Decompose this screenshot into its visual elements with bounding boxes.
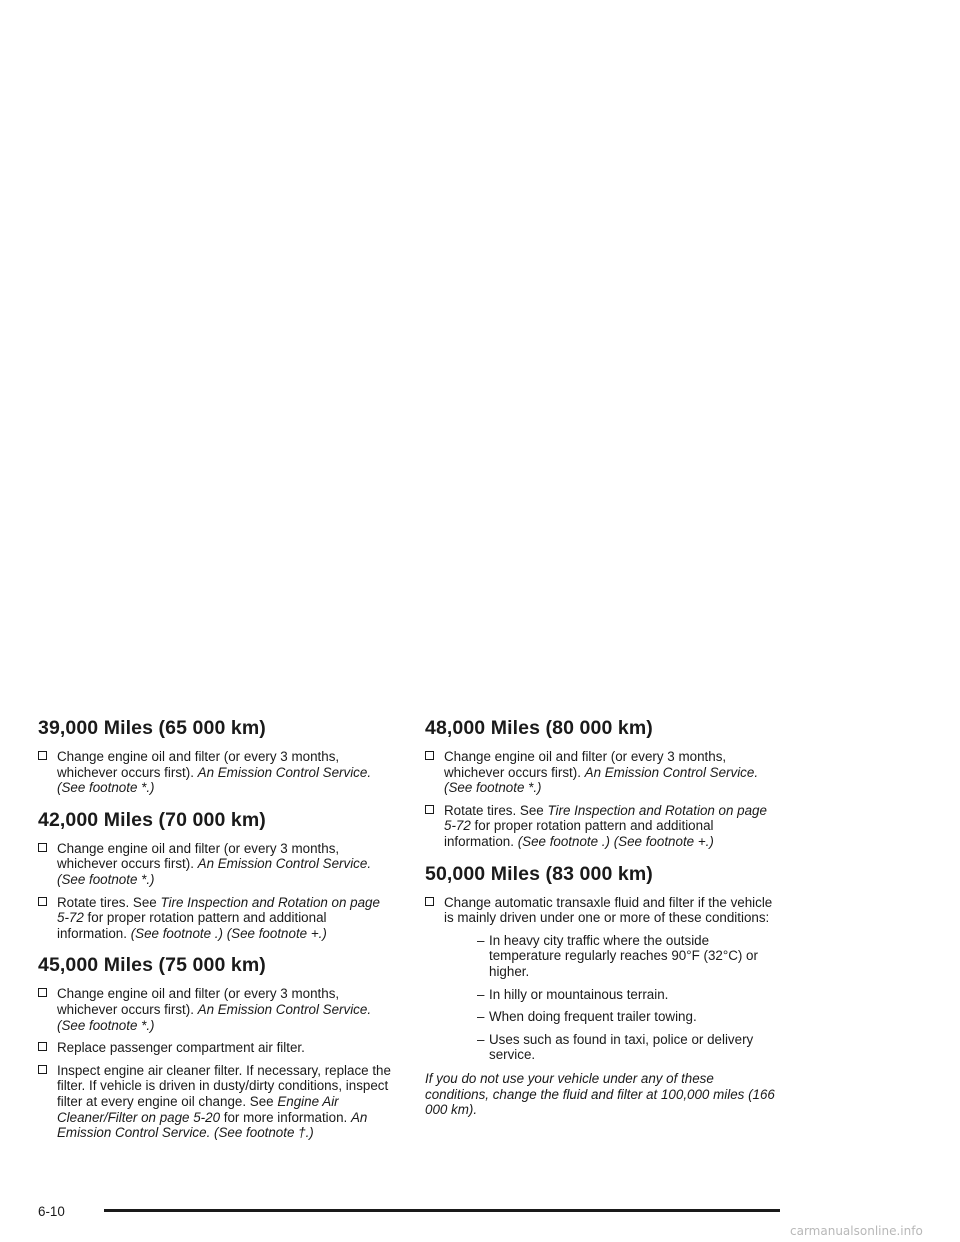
condition-item [425,933,780,980]
dash-bullet: – [477,932,485,948]
section-heading: 45,000 Miles (75 000 km) [38,954,266,977]
dash-bullet: – [477,1031,485,1047]
page-number: 6-10 [38,1204,65,1219]
section-heading: 48,000 Miles (80 000 km) [425,717,653,739]
item-text: for proper rotation pattern and additional information. [444,818,714,849]
checklist-item [38,749,393,796]
section-39000 [38,716,393,796]
right-column [425,716,780,1130]
checklist-item [425,895,780,926]
item-text: for proper rotation pattern and additional information. [57,910,327,941]
condition-item [425,1032,780,1063]
cross-reference-link[interactable]: Tire Inspection and Rotation on page 5-72 [444,802,767,834]
item-text: Replace passenger compartment air filter. [57,1040,305,1056]
section-heading: 42,000 Miles (70 000 km) [38,808,266,831]
condition-text: In hilly or mountainous terrain. [489,986,669,1002]
item-text: Rotate tires. See [444,802,548,818]
checkbox-icon [425,897,434,906]
item-text: Change engine oil and filter (or every 3 months, whichever occurs first). [444,749,727,780]
dash-bullet: – [477,986,485,1002]
checkbox-icon [425,805,434,814]
item-italic: An Emission Control Service. (See footnote †.) [57,1109,368,1141]
item-italic: An Emission Control Service. (See footnote *.) [57,764,372,796]
condition-text: When doing frequent trailer towing. [489,1009,697,1025]
checklist-item [38,986,393,1033]
condition-text: In heavy city traffic where the outside temperature regularly reaches 90°F (32°C) or higher. [489,932,758,979]
checkbox-icon [425,751,434,760]
checkbox-icon [38,843,47,852]
item-italic: An Emission Control Service. (See footnote *.) [57,1001,372,1033]
item-italic: (See footnote .) (See footnote +.) [517,833,714,849]
item-italic: (See footnote .) (See footnote +.) [130,925,327,941]
checkbox-icon [38,897,47,906]
checklist-item [425,749,780,796]
condition-item [425,1009,780,1025]
cross-reference-link[interactable]: Tire Inspection and Rotation on page 5-72 [57,894,380,926]
section-heading: 39,000 Miles (65 000 km) [38,717,266,739]
checkbox-icon [38,1065,47,1074]
watermark: carmanualsonline.info [790,1224,923,1238]
item-text: Inspect engine air cleaner filter. If necessary, replace the filter. If vehicle is driven in dusty/dirty conditions, inspect filter at every engine oil change. See [57,1062,391,1109]
checklist-item [38,895,393,942]
footer-divider [104,1209,780,1212]
checklist-item [38,1063,393,1141]
section-heading: 50,000 Miles (83 000 km) [425,862,653,885]
item-text: Change automatic transaxle fluid and filter if the vehicle is mainly driven under one or more of these conditions: [444,894,773,926]
item-text: for more information. [220,1109,351,1125]
section-42000 [38,808,393,942]
section-48000 [425,716,780,850]
section-50000 [425,862,780,1118]
item-italic: An Emission Control Service. (See footnote *.) [444,764,759,796]
condition-item [425,987,780,1003]
left-column [38,716,393,1153]
checklist-item [425,803,780,850]
condition-text: Uses such as found in taxi, police or delivery service. [489,1031,754,1063]
checklist-item [38,841,393,888]
item-text: Rotate tires. See [57,894,161,910]
item-text: Change engine oil and filter (or every 3 months, whichever occurs first). [57,840,340,872]
checkbox-icon [38,751,47,760]
checkbox-icon [38,988,47,997]
cross-reference-link[interactable]: Engine Air Cleaner/Filter on page 5-20 [57,1093,339,1125]
section-note: If you do not use your vehicle under any of these conditions, change the fluid and filter at 100,000 miles (166 000 km). [425,1070,775,1118]
item-text: Change engine oil and filter (or every 3 months, whichever occurs first). [57,749,340,780]
checklist-item [38,1040,393,1056]
checkbox-icon [38,1042,47,1051]
item-italic: An Emission Control Service. (See footnote *.) [57,856,372,887]
item-text: Change engine oil and filter (or every 3 months, whichever occurs first). [57,986,340,1017]
section-45000 [38,953,393,1140]
dash-bullet: – [477,1009,485,1025]
